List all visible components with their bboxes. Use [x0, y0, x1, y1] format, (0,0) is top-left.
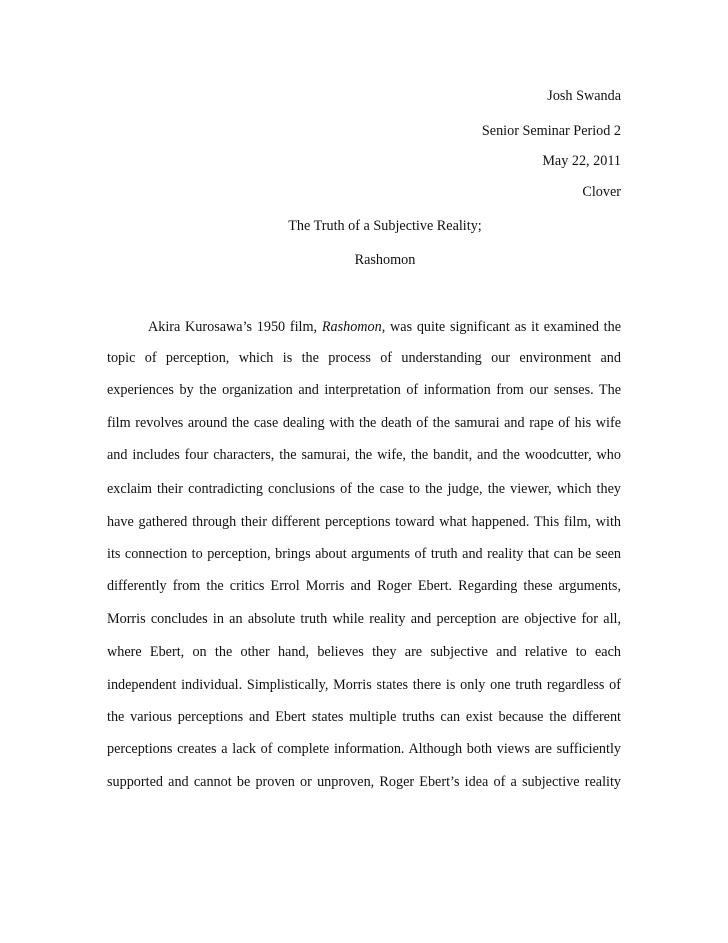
paragraph-line: Morris concludes in an absolute truth while reality and perception are objective for all, — [107, 611, 621, 627]
first-line-end: , was quite significant as it examined the — [381, 319, 621, 335]
author-name: Josh Swanda — [547, 88, 621, 104]
paragraph-line: supported and cannot be proven or unproven, Roger Ebert’s idea of a subjective reality — [107, 774, 621, 790]
teacher-name: Clover — [582, 184, 621, 200]
paragraph-line: topic of perception, which is the process of understanding our environment and — [107, 350, 621, 366]
essay-date: May 22, 2011 — [542, 153, 621, 169]
paragraph-line: independent individual. Simplistically, Morris states there is only one truth regardless of — [107, 677, 621, 693]
paragraph-first-line — [148, 318, 621, 336]
paragraph-line: and includes four characters, the samurai, the wife, the bandit, and the woodcutter, who — [107, 447, 621, 463]
paragraph-line: where Ebert, on the other hand, believes they are subjective and relative to each — [107, 644, 621, 660]
paragraph-line: experiences by the organization and interpretation of information from our senses. The — [107, 382, 621, 398]
paragraph-line: its connection to perception, brings about arguments of truth and reality that can be seen — [107, 546, 621, 562]
paragraph-line: have gathered through their different perceptions toward what happened. This film, with — [107, 514, 621, 530]
course-name: Senior Seminar Period 2 — [481, 123, 621, 139]
paragraph-line: film revolves around the case dealing with the death of the samurai and rape of his wife — [107, 415, 621, 431]
essay-title: The Truth of a Subjective Reality; — [288, 218, 482, 234]
paragraph-line: perceptions creates a lack of complete information. Although both views are sufficiently — [107, 741, 621, 757]
paragraph-line: differently from the critics Errol Morris and Roger Ebert. Regarding these arguments, — [107, 578, 621, 594]
film-title-italic: Rashomon — [321, 319, 382, 335]
paragraph-line: exclaim their contradicting conclusions of the case to the judge, the viewer, which they — [107, 481, 621, 497]
essay-subtitle: Rashomon — [354, 252, 416, 268]
first-line-start: Akira Kurosawa’s 1950 film, — [148, 319, 322, 335]
paragraph-line: the various perceptions and Ebert states multiple truths can exist because the different — [107, 709, 621, 725]
